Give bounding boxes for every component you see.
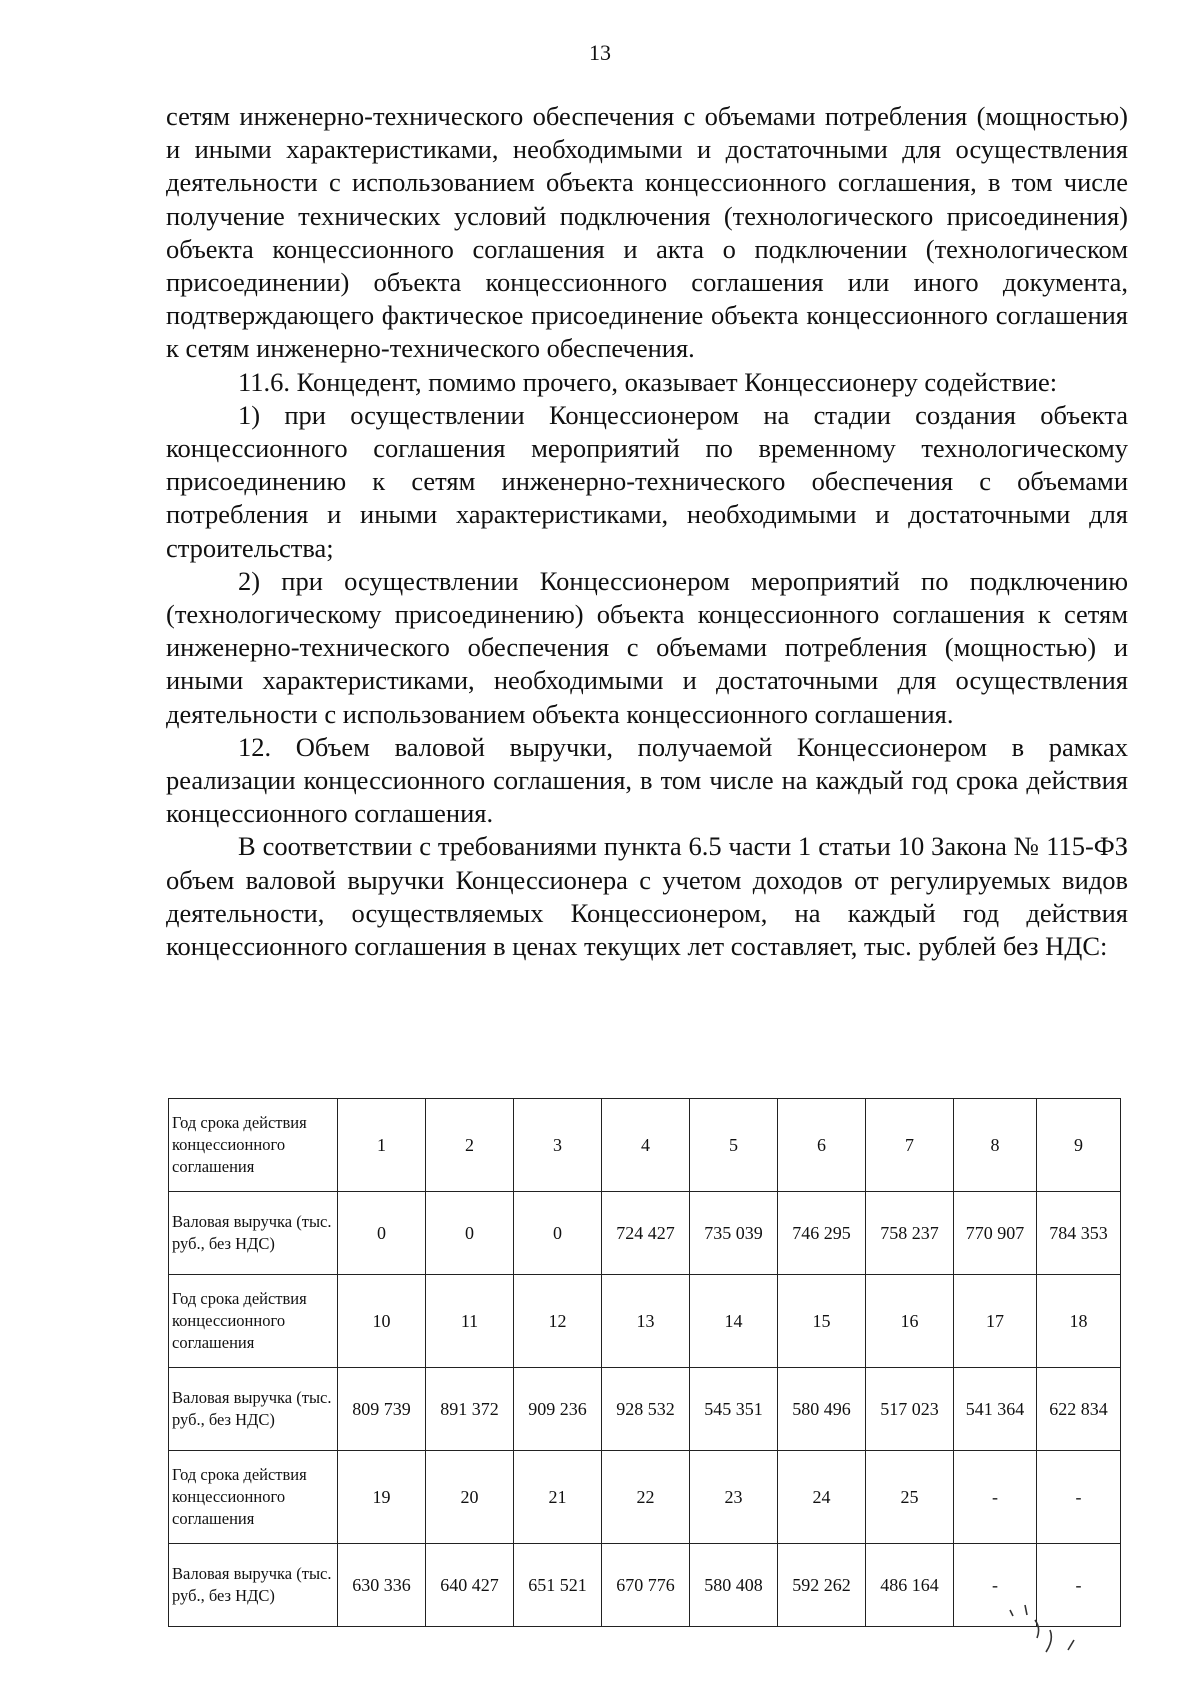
revenue-table — [168, 1098, 1121, 1627]
year-cell: 7 — [866, 1099, 954, 1192]
revenue-cell: 0 — [514, 1192, 602, 1275]
paragraph: сетям инженерно-технического обеспечения с объемами потребления (мощностью) и иными характеристиками, необходимыми и достаточными для осуществления деятельности с использованием объекта концессионного соглашения, в том числе получение технических условий подключения (технологического присоединения) объекта концессионного соглашения и акта о подключении (технологическом присоединении) объекта концессионного соглашения или иного документа, подтверждающего фактическое присоединение объекта концессионного соглашения к сетям инженерно-технического обеспечения. — [166, 101, 1128, 364]
revenue-cell: 0 — [426, 1192, 514, 1275]
revenue-cell: 541 364 — [954, 1368, 1037, 1451]
year-cell: 14 — [690, 1275, 778, 1368]
paragraph: 2) при осуществлении Концессионером мероприятий по подключению (технологическому присоединению) объекта концессионного соглашения к сетям инженерно-технического обеспечения с объемами потребления (мощностью) и иными характеристиками, необходимыми и достаточными для осуществления деятельности с использованием объекта концессионного соглашения. — [166, 565, 1128, 729]
revenue-cell: 809 739 — [338, 1368, 426, 1451]
row-header-revenue: Валовая выручка (тыс. руб., без НДС) — [169, 1544, 338, 1627]
year-cell: 5 — [690, 1099, 778, 1192]
year-cell: 6 — [778, 1099, 866, 1192]
revenue-cell: 758 237 — [866, 1192, 954, 1275]
year-cell: 22 — [602, 1451, 690, 1544]
year-cell: - — [954, 1451, 1037, 1544]
year-cell: - — [1037, 1451, 1121, 1544]
table-row-years — [169, 1275, 1121, 1368]
revenue-cell: 670 776 — [602, 1544, 690, 1627]
year-cell: 11 — [426, 1275, 514, 1368]
year-cell: 23 — [690, 1451, 778, 1544]
paragraph: В соответствии с требованиями пункта 6.5 части 1 статьи 10 Закона № 115-ФЗ объем валовой выручки Концессионера с учетом доходов от регулируемых видов деятельности, осуществляемых Концессионером, на каждый год действия концессионного соглашения в ценах текущих лет составляет, тыс. рублей без НДС: — [166, 831, 1128, 962]
year-cell: 18 — [1037, 1275, 1121, 1368]
table-row-revenue — [169, 1544, 1121, 1627]
revenue-cell: - — [1037, 1544, 1121, 1627]
table-row-years — [169, 1099, 1121, 1192]
row-header-year: Год срока действия концессионного соглашения — [169, 1451, 338, 1544]
revenue-cell: 580 496 — [778, 1368, 866, 1451]
revenue-cell: 545 351 — [690, 1368, 778, 1451]
year-cell: 20 — [426, 1451, 514, 1544]
paragraph: 12. Объем валовой выручки, получаемой Концессионером в рамках реализации концессионного соглашения, в том числе на каждый год срока действия концессионного соглашения. — [166, 731, 1128, 829]
year-cell: 1 — [338, 1099, 426, 1192]
revenue-cell: 928 532 — [602, 1368, 690, 1451]
year-cell: 3 — [514, 1099, 602, 1192]
year-cell: 16 — [866, 1275, 954, 1368]
paragraph: 1) при осуществлении Концессионером на стадии создания объекта концессионного соглашения мероприятий по временному технологическому присоединению к сетям инженерно-технического обеспечения с объемами потребления и иными характеристиками, необходимыми и достаточными для строительства; — [166, 399, 1128, 563]
year-cell: 25 — [866, 1451, 954, 1544]
table-row-revenue — [169, 1368, 1121, 1451]
revenue-cell: 651 521 — [514, 1544, 602, 1627]
year-cell: 9 — [1037, 1099, 1121, 1192]
year-cell: 13 — [602, 1275, 690, 1368]
table-row-years — [169, 1451, 1121, 1544]
row-header-revenue: Валовая выручка (тыс. руб., без НДС) — [169, 1192, 338, 1275]
revenue-cell: - — [954, 1544, 1037, 1627]
revenue-cell: 486 164 — [866, 1544, 954, 1627]
year-cell: 19 — [338, 1451, 426, 1544]
revenue-cell: 0 — [338, 1192, 426, 1275]
revenue-cell: 891 372 — [426, 1368, 514, 1451]
handwritten-mark — [980, 1590, 1100, 1680]
revenue-cell: 630 336 — [338, 1544, 426, 1627]
revenue-cell: 746 295 — [778, 1192, 866, 1275]
body-text — [166, 100, 1128, 963]
year-cell: 4 — [602, 1099, 690, 1192]
year-cell: 21 — [514, 1451, 602, 1544]
year-cell: 17 — [954, 1275, 1037, 1368]
revenue-cell: 592 262 — [778, 1544, 866, 1627]
page-number: 13 — [589, 40, 611, 65]
revenue-cell: 770 907 — [954, 1192, 1037, 1275]
revenue-cell: 909 236 — [514, 1368, 602, 1451]
revenue-cell: 724 427 — [602, 1192, 690, 1275]
year-cell: 24 — [778, 1451, 866, 1544]
row-header-year: Год срока действия концессионного соглашения — [169, 1099, 338, 1192]
year-cell: 12 — [514, 1275, 602, 1368]
revenue-cell: 580 408 — [690, 1544, 778, 1627]
revenue-table-container — [168, 1098, 1120, 1627]
revenue-cell: 517 023 — [866, 1368, 954, 1451]
row-header-revenue: Валовая выручка (тыс. руб., без НДС) — [169, 1368, 338, 1451]
revenue-cell: 784 353 — [1037, 1192, 1121, 1275]
table-row-revenue — [169, 1192, 1121, 1275]
revenue-cell: 640 427 — [426, 1544, 514, 1627]
year-cell: 15 — [778, 1275, 866, 1368]
revenue-cell: 735 039 — [690, 1192, 778, 1275]
year-cell: 8 — [954, 1099, 1037, 1192]
row-header-year: Год срока действия концессионного соглашения — [169, 1275, 338, 1368]
table-body — [169, 1099, 1121, 1627]
year-cell: 10 — [338, 1275, 426, 1368]
revenue-cell: 622 834 — [1037, 1368, 1121, 1451]
paragraph: 11.6. Концедент, помимо прочего, оказывает Концессионеру содействие: — [238, 366, 1058, 397]
year-cell: 2 — [426, 1099, 514, 1192]
